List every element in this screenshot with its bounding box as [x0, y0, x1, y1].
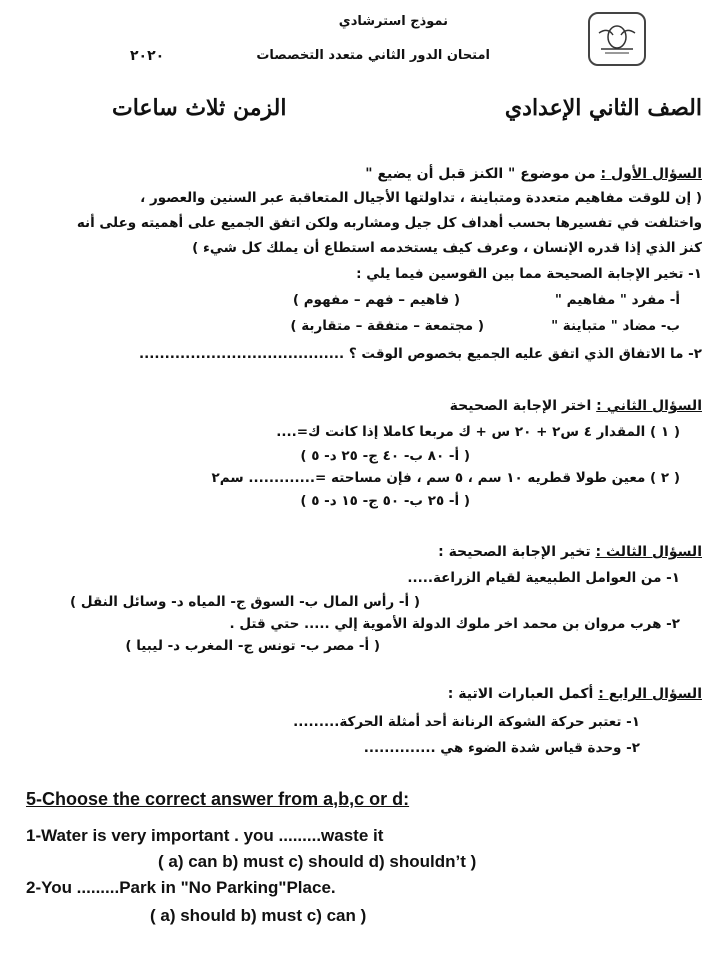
question-1-label: السؤال الأول :: [600, 166, 702, 182]
question-4-label: السؤال الرابع :: [598, 686, 702, 702]
question-3-label: السؤال الثالث :: [595, 544, 702, 560]
time-heading: الزمن ثلاث ساعات: [112, 95, 287, 121]
question-3-item-1: ١- من العوامل الطبيعية لقيام الزراعة.....: [407, 570, 680, 586]
exam-year: ٢٠٢٠: [130, 48, 165, 64]
question-3-item-2: ٢- هرب مروان بن محمد اخر ملوك الدولة الأموية إلي ..... حتي قتل .: [229, 616, 680, 632]
question-5-item-2-options: ( a) should b) must c) can ): [150, 906, 367, 925]
question-2-label: السؤال الثاني :: [596, 398, 702, 414]
eagle-emblem-icon: [595, 19, 639, 59]
question-4-header: [448, 686, 702, 702]
question-2-item-2-options: ( أ- ٢٥ ب- ٥٠ ج- ١٥ د- ٥ ): [300, 493, 470, 509]
question-2-item-1-options: ( أ- ٨٠ ب- ٤٠ ج- ٢٥ د- ٥ ): [300, 448, 470, 464]
question-5-item-1-options: ( a) can b) must c) should d) shouldn’t ): [158, 852, 477, 871]
question-3-item-1-options: ( أ- رأس المال ب- السوق ج- المياه د- وسائل النقل ): [70, 594, 420, 610]
question-3-heading: تخير الإجابة الصحيحة :: [438, 544, 591, 560]
model-title: نموذج استرشادي: [338, 14, 448, 29]
question-2-item-2: ( ٢ ) معين طولا قطريه ١٠ سم ، ٥ سم ، فإن مساحته =............. سم٢: [211, 470, 680, 486]
question-3-header: [438, 544, 702, 560]
question-1-sub1a: أ- مفرد " مفاهيم ": [554, 292, 680, 308]
question-1-header: [365, 166, 702, 182]
question-5-item-1: 1-Water is very important . you .........waste it: [26, 826, 384, 845]
passage-line-1: ( إن للوقت مفاهيم متعددة ومتباينة ، تداولتها الأجيال المتعاقبة عبر السنين والعصور ،: [140, 190, 702, 206]
question-1-sub1a-options: ( فاهيم – فهم – مفهوم ): [292, 292, 460, 308]
passage-line-2: واختلفت في تفسيرها بحسب أهداف كل جيل ومشاربه ولكن اتفق الجميع على أهميته وعلى أنه: [76, 215, 702, 231]
question-2-heading: اختر الإجابة الصحيحة: [449, 398, 592, 414]
ministry-emblem-logo: [588, 12, 646, 66]
grade-heading: الصف الثاني الإعدادي: [504, 95, 702, 121]
question-4-item-2: ٢- وحدة قياس شدة الضوء هي ..............: [363, 740, 640, 756]
question-2-header: [450, 398, 702, 414]
question-1-sub1: ١- تخير الإجابة الصحيحة مما بين القوسين فيما يلي :: [356, 266, 702, 282]
question-1-sub2: ٢- ما الاتفاق الذي اتفق عليه الجميع بخصوص الوقت ؟ ........................................: [139, 346, 702, 362]
question-1-heading: من موضوع " الكنز قبل أن يضيع ": [365, 166, 596, 182]
passage-line-3: كنز الذي إذا قدره الإنسان ، وعرف كيف يستخدمه استطاع أن يملك كل شيء ): [192, 240, 702, 256]
question-5-item-2: 2-You .........Park in "No Parking"Place.: [26, 878, 336, 897]
question-1-sub1b: ب- مضاد " متباينة ": [551, 318, 680, 334]
question-1-sub1b-options: ( مجتمعة – متفقة – متقاربة ): [290, 318, 484, 334]
exam-title: امتحان الدور الثاني متعدد التخصصات: [256, 48, 490, 63]
question-2-item-1: ( ١ ) المقدار ٤ س٢ + ٢٠ س + ك مربعا كاملا إذا كانت ك=....: [276, 424, 680, 440]
question-4-item-1: ١- تعتبر حركة الشوكة الرنانة أحد أمثلة الحركة.........: [293, 714, 640, 730]
question-5-title: 5-Choose the correct answer from a,b,c or d:: [26, 789, 410, 809]
question-4-heading: أكمل العبارات الاتية :: [447, 686, 594, 702]
question-3-item-2-options: ( أ- مصر ب- تونس ج- المغرب د- ليبيا ): [125, 638, 380, 654]
